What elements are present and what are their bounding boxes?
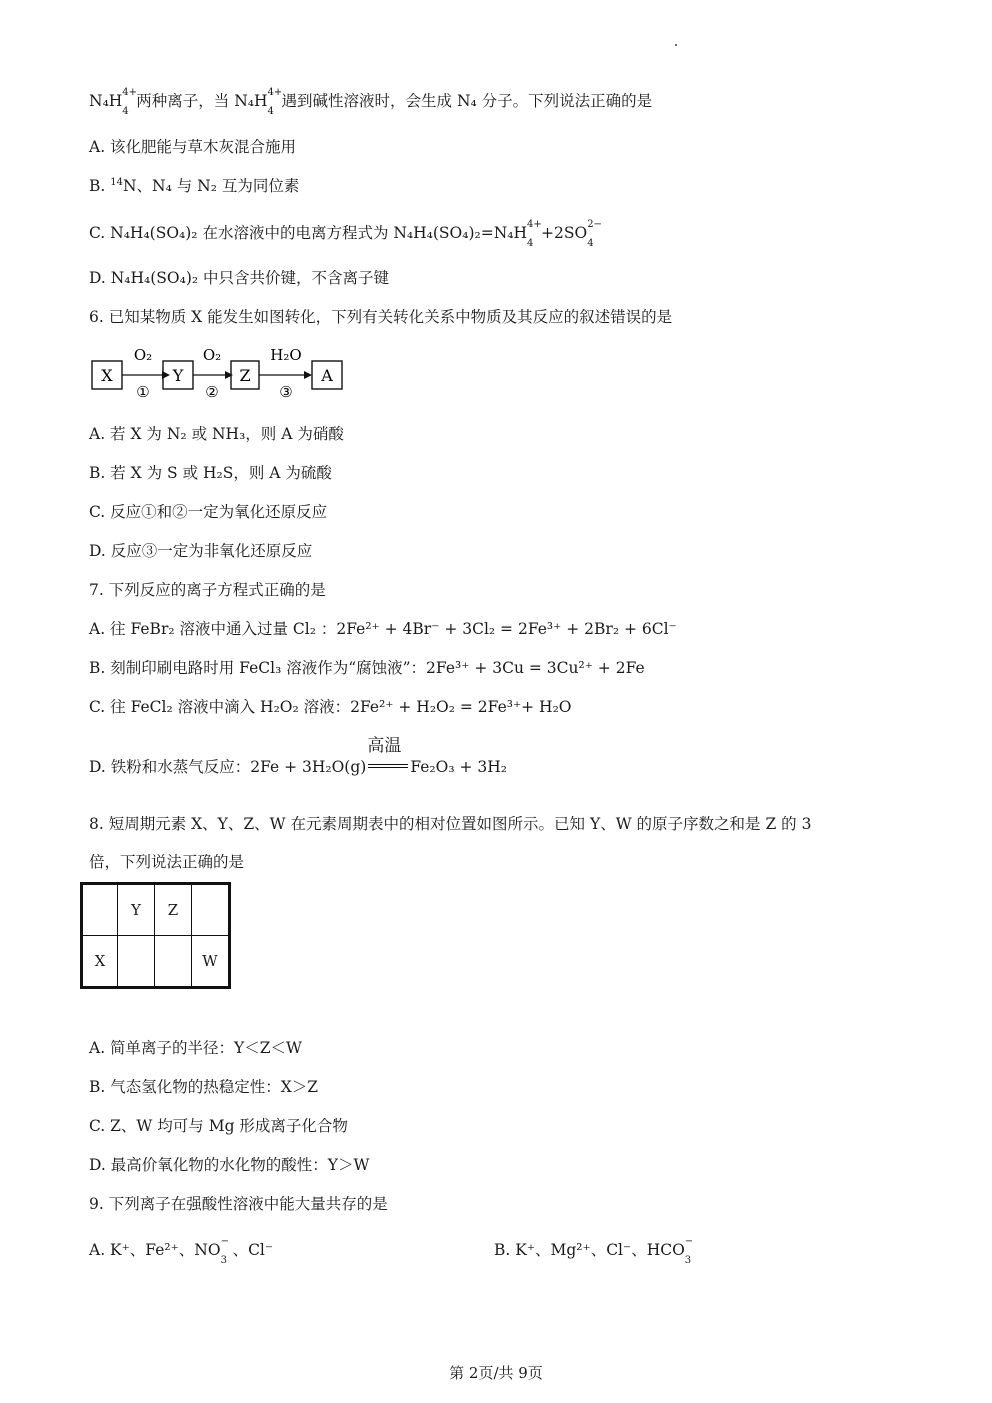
subscript: 3 — [684, 1255, 692, 1266]
table-row — [82, 936, 230, 988]
table-cell — [82, 884, 118, 936]
scan-dot — [675, 44, 677, 46]
q8-option-b: B. 气态氢化物的热稳定性：X＞Z — [89, 1078, 319, 1096]
q7-option-c: C. 往 FeCl₂ 溶液中滴入 H₂O₂ 溶液：2Fe²⁺ + H₂O₂ = 2Fe³⁺+ H₂O — [89, 698, 572, 716]
table-cell: X — [82, 936, 118, 988]
text: N₄H — [89, 92, 123, 110]
mass-number: 14 — [110, 176, 123, 188]
q8-stem-continued: 倍，下列说法正确的是 — [89, 853, 245, 871]
charge: 4+ — [122, 87, 138, 98]
q7-stem: 7. 下列反应的离子方程式正确的是 — [89, 581, 326, 599]
table-cell: Y — [118, 884, 155, 936]
q9-stem: 9. 下列离子在强酸性溶液中能大量共存的是 — [89, 1195, 388, 1213]
high-temp-condition — [366, 736, 410, 778]
q5-intro — [89, 87, 653, 117]
q9-option-b — [494, 1236, 697, 1266]
text: N、N₄ 与 N₂ 互为同位素 — [122, 177, 300, 195]
table-row — [82, 884, 230, 936]
q5-option-a: A. 该化肥能与草木灰混合施用 — [89, 138, 297, 156]
reagent: H₂O — [270, 346, 302, 364]
q5-option-b — [89, 176, 299, 196]
step-number: ② — [205, 383, 219, 401]
q8-option-d: D. 最高价氧化物的水化物的酸性：Y＞W — [89, 1156, 370, 1174]
text: D. 铁粉和水蒸气反应：2Fe + 3H₂O(g) — [89, 758, 367, 776]
q7-option-a: A. 往 FeBr₂ 溶液中通入过量 Cl₂ ：2Fe²⁺ + 4Br⁻ + 3Cl₂ = 2Fe³⁺ + 2Br₂ + 6Cl⁻ — [89, 620, 677, 638]
subscript: 4 — [122, 106, 129, 117]
subscript: 4 — [267, 106, 274, 117]
charge: − — [684, 1236, 694, 1247]
text: A. K⁺、Fe²⁺、NO — [89, 1241, 221, 1259]
table-cell: W — [192, 936, 230, 988]
arrowhead-icon — [304, 371, 312, 379]
periodic-table-fragment — [80, 882, 231, 989]
q6-option-c: C. 反应①和②一定为氧化还原反应 — [89, 503, 328, 521]
table-cell — [155, 936, 192, 988]
q9-option-a — [89, 1236, 274, 1266]
table-cell: Z — [155, 884, 192, 936]
charge: 4+ — [527, 219, 542, 230]
table-cell — [192, 884, 230, 936]
page-footer: 第 2页/共 9页 — [449, 1364, 543, 1382]
charge: − — [220, 1236, 229, 1247]
text: +2SO — [541, 224, 588, 242]
charge: 2− — [587, 219, 602, 230]
subscript: 3 — [220, 1255, 227, 1266]
q8-stem: 8. 短周期元素 X、Y、Z、W 在元素周期表中的相对位置如图所示。已知 Y、W 的原子序数之和是 Z 的 3 — [89, 815, 812, 833]
arrowhead-icon — [225, 371, 233, 379]
q6-option-d: D. 反应③一定为非氧化还原反应 — [89, 542, 313, 560]
text: 两种离子，当 N₄H — [136, 92, 268, 110]
double-equals — [368, 764, 408, 768]
box-label: Y — [172, 366, 184, 385]
step-number: ③ — [279, 383, 293, 401]
q5-option-c — [89, 219, 602, 249]
text: 遇到碱性溶液时，会生成 N₄ 分子。下列说法正确的是 — [281, 92, 653, 110]
subscript: 4 — [587, 238, 594, 249]
q8-option-a: A. 简单离子的半径：Y＜Z＜W — [89, 1039, 302, 1057]
text: C. N₄H₄(SO₄)₂ 在水溶液中的电离方程式为 N₄H₄(SO₄)₂=N₄H — [89, 224, 528, 242]
charge: 4+ — [267, 87, 283, 98]
text: 、Cl⁻ — [232, 1241, 274, 1259]
subscript: 4 — [527, 238, 534, 249]
condition-label: 高温 — [367, 736, 402, 756]
reagent: O₂ — [133, 346, 153, 364]
reagent: O₂ — [202, 346, 222, 364]
table-cell — [118, 936, 155, 988]
q6-stem: 6. 已知某物质 X 能发生如图转化，下列有关转化关系中物质及其反应的叙述错误的是 — [89, 308, 673, 326]
text: B. — [89, 177, 111, 195]
q7-option-b: B. 刻制印刷电路时用 FeCl₃ 溶液作为“腐蚀液”：2Fe³⁺ + 3Cu = 3Cu²⁺ + 2Fe — [89, 659, 645, 677]
q6-option-b: B. 若 X 为 S 或 H₂S，则 A 为硫酸 — [89, 464, 332, 482]
q7-option-d — [89, 736, 507, 778]
box-label: X — [101, 366, 113, 385]
q6-conversion-diagram — [90, 345, 350, 403]
q6-option-a: A. 若 X 为 N₂ 或 NH₃，则 A 为硝酸 — [89, 425, 344, 443]
box-label: Z — [239, 366, 251, 385]
text: Fe₂O₃ + 3H₂ — [410, 758, 507, 776]
text: B. K⁺、Mg²⁺、Cl⁻、HCO — [494, 1241, 685, 1259]
box-label: A — [321, 366, 333, 385]
q5-option-d: D. N₄H₄(SO₄)₂ 中只含共价键，不含离子键 — [89, 269, 390, 287]
step-number: ① — [136, 383, 150, 401]
q8-option-c: C. Z、W 均可与 Mg 形成离子化合物 — [89, 1117, 348, 1135]
